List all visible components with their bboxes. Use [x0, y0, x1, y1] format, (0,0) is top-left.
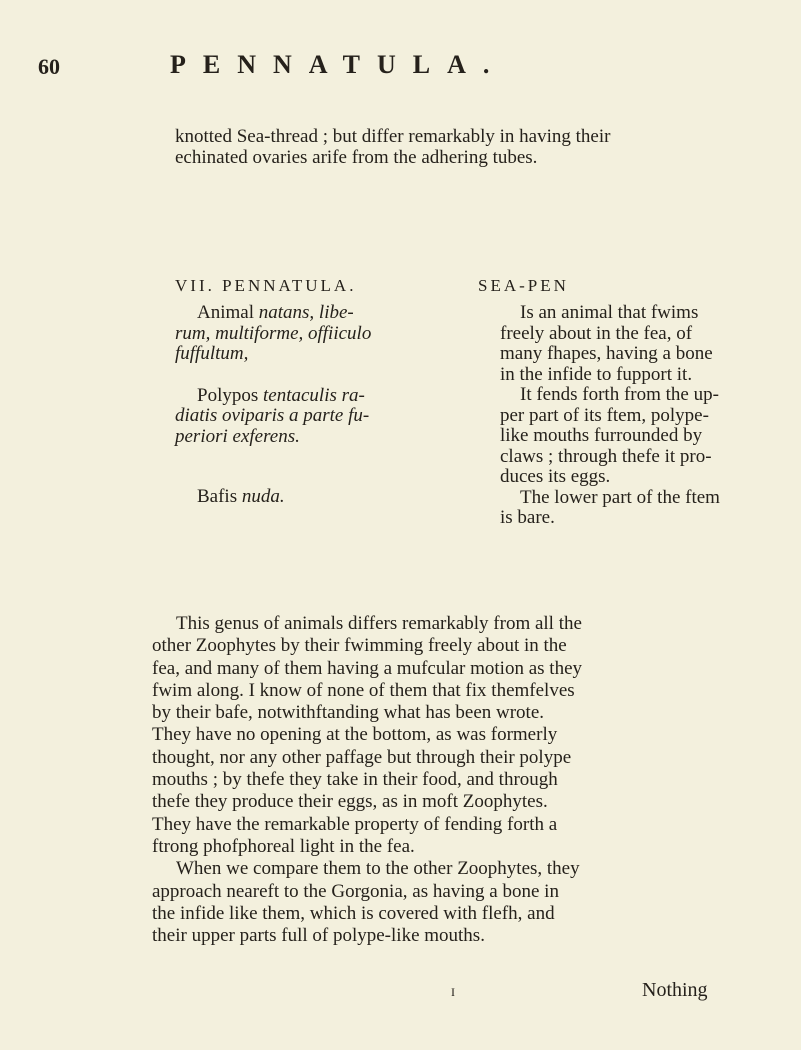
text-line: many fhapes, having a bone [500, 343, 713, 364]
text-line: thefe they produce their eggs, as in moft Zoophytes. [152, 791, 548, 813]
text-line: per part of its ftem, polype- [500, 404, 709, 426]
text-line: Is an animal that fwims [520, 302, 699, 323]
text-line: fea, and many of them having a mufcular motion as they [152, 657, 583, 679]
latin-description [175, 303, 460, 508]
text-line: other Zoophytes by their fwimming freely about in the [152, 635, 567, 657]
text-line: It fends forth from the up- [520, 384, 719, 405]
text-line: They have no opening at the bottom, as was formerly [152, 724, 558, 746]
running-title: PENNATULA. [170, 50, 507, 79]
intro-paragraph [175, 126, 775, 168]
text-line: their upper parts full of polype-like mouths. [152, 925, 485, 947]
page-number: 60 [38, 54, 60, 79]
text-line: the infide like them, which is covered with flefh, and [152, 902, 555, 924]
text-line: The lower part of the ftem [520, 486, 720, 508]
text-line: When we compare them to the other Zoophytes, they [176, 858, 580, 880]
text-line: knotted Sea-thread ; but differ remarkably in having their [175, 126, 611, 147]
text-line: echinated ovaries arife from the adhering tubes. [175, 147, 538, 168]
text-line: mouths ; by thefe they take in their food, and through [152, 769, 558, 791]
text-line: fwim along. I know of none of them that fix themfelves [152, 679, 575, 701]
text-line: duces its eggs. [500, 466, 611, 487]
text-line: fuffultum, [175, 343, 249, 364]
signature-mark: I [451, 985, 455, 999]
text-line: is bare. [500, 507, 555, 528]
text-line: like mouths furrounded by [500, 425, 703, 446]
english-heading: SEA-PEN [478, 276, 569, 295]
text-line: freely about in the fea, of [500, 322, 693, 344]
text-line: thought, nor any other paffage but through their polype [152, 746, 572, 768]
text-line: Polypos tentaculis ra- [197, 384, 365, 406]
text-line: rum, multiforme, offiiculo [175, 322, 372, 344]
catchword: Nothing [642, 979, 708, 1001]
text-line: Animal natans, libe- [197, 302, 354, 323]
text-line: approach neareft to the Gorgonia, as having a bone in [152, 880, 559, 902]
text-line: This genus of animals differs remarkably from all the [176, 613, 582, 634]
text-line: claws ; through thefe it pro- [500, 445, 712, 467]
latin-heading: VII. PENNATULA. [175, 276, 357, 295]
body-text [152, 613, 792, 947]
text-line: Bafis nuda. [197, 486, 285, 507]
text-line: by their bafe, notwithftanding what has been wrote. [152, 702, 545, 724]
text-line: in the infide to fupport it. [500, 363, 693, 385]
text-line: ftrong phofphoreal light in the fea. [152, 835, 415, 857]
text-line: They have the remarkable property of fending forth a [152, 813, 558, 835]
text-line: periori exferens. [175, 425, 300, 447]
english-description [500, 303, 795, 529]
text-line: diatis oviparis a parte fu- [175, 405, 370, 426]
